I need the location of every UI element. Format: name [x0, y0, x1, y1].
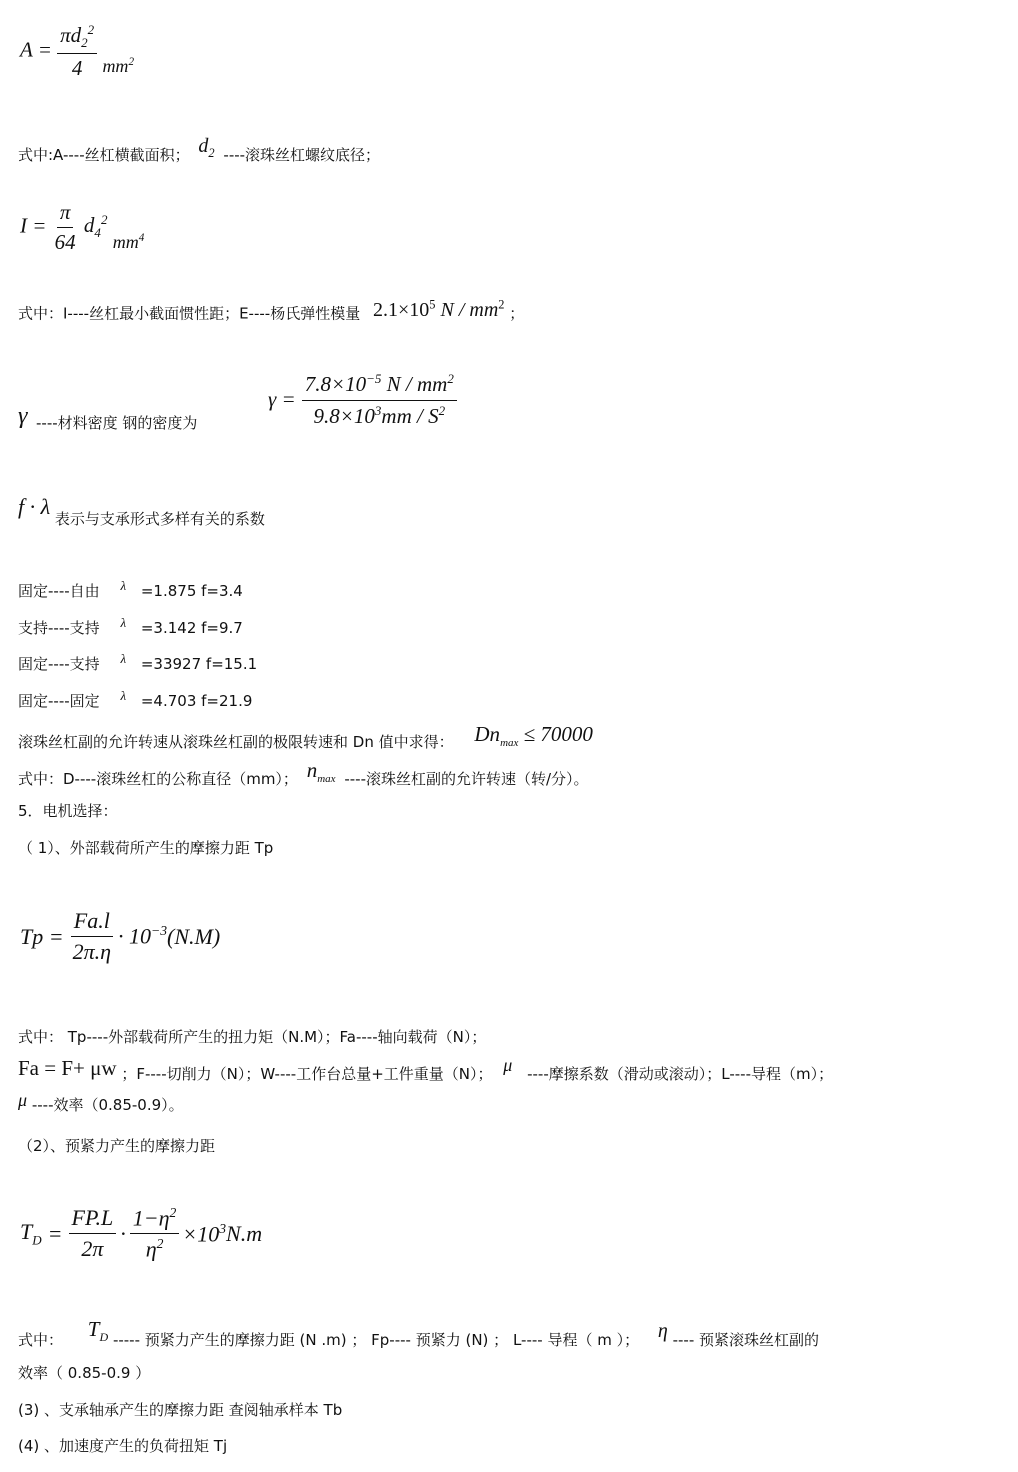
- td-equation: $T_D$ = $\frac{FP.L}{2\pi}$ · $\frac{1-\eta^2}{\eta^2}$ $\times 10^3$ N.m: [20, 1205, 263, 1262]
- subsection-heading: （ 1）、外部载荷所产生的摩擦力距 Tp: [18, 839, 274, 857]
- area-lhs: A =: [20, 37, 52, 62]
- support-row: 固定----固定 λ =4.703 f=21.9: [18, 688, 253, 710]
- efficiency-definition: μ ----效率（0.85-0.9）。: [18, 1090, 184, 1114]
- support-row: 固定----支持 λ =33927 f=15.1: [18, 651, 258, 673]
- support-row: 固定----自由 λ =1.875 f=3.4: [18, 578, 243, 600]
- density-fraction: $\frac{7.8\times 10^{-5} N / mm^2}{9.8\times 10^3mm / S^2}$: [302, 371, 457, 428]
- subsection-heading: (3) 、支承轴承产生的摩擦力距 查阅轴承样本 Tb: [18, 1401, 343, 1419]
- area-unit: mm: [102, 56, 129, 77]
- fa-definition: Fa = F+ μw ；F----切削力（N）；W----工作台总量+工件重量（N）； μ ----摩擦系数（滑动或滚动）；L----导程（m）；: [18, 1055, 834, 1083]
- coefficient-line: f · λ 表示与支承形式多样有关的系数: [18, 494, 265, 528]
- inertia-definition: 式中：I----丝杠最小截面惯性距；E----杨氏弹性模量 $2.1\times 10^5$ N / $mm^2$ ；: [18, 297, 525, 323]
- td-definition: 式中： $T_D$ ----- 预紧力产生的摩擦力距 (N .m) ； Fp---- 预紧力 (N) ； L---- 导程（ m ）； η ---- 预紧滚珠丝杠副的: [18, 1317, 820, 1349]
- area-equation: A = $\frac{\pi d_2^2}{4}$ $mm^2$: [20, 22, 135, 81]
- inertia-equation: I = $\frac{\pi}{64}$ $d_4^2$ $mm^4$: [20, 200, 145, 254]
- td-definition-cont: 效率（ 0.85-0.9 ）: [18, 1364, 151, 1382]
- subsection-heading: (4) 、加速度产生的负荷扭矩 Tj: [18, 1437, 228, 1455]
- allowed-speed-line: 滚珠丝杠副的允许转速从滚珠丝杠副的极限转速和 Dn 值中求得： $Dn_{max} \le 70000$: [18, 722, 593, 751]
- subsection-heading: （2）、预紧力产生的摩擦力距: [18, 1137, 216, 1155]
- area-fraction: $\frac{\pi d_2^2}{4}$: [57, 22, 97, 81]
- section-heading: 5．电机选择：: [18, 802, 118, 820]
- tp-definition: 式中： Tp----外部载荷所产生的扭力矩（N.M）；Fa----轴向载荷（N）；: [18, 1028, 487, 1046]
- speed-definition: 式中：D----滚珠丝杠的公称直径（mm）； $n_{max}$ ----滚珠丝杠副的允许转速（转/分）。: [18, 758, 589, 788]
- area-definition: 式中:A----丝杠横截面积； $d_2$ ----滚珠丝杠螺纹底径；: [18, 135, 381, 164]
- tp-equation: Tp = $\frac{Fa.l}{2\pi.\eta}$ · $10^{-3}$ (N.M): [20, 908, 221, 964]
- support-row: 支持----支持 λ =3.142 f=9.7: [18, 615, 243, 637]
